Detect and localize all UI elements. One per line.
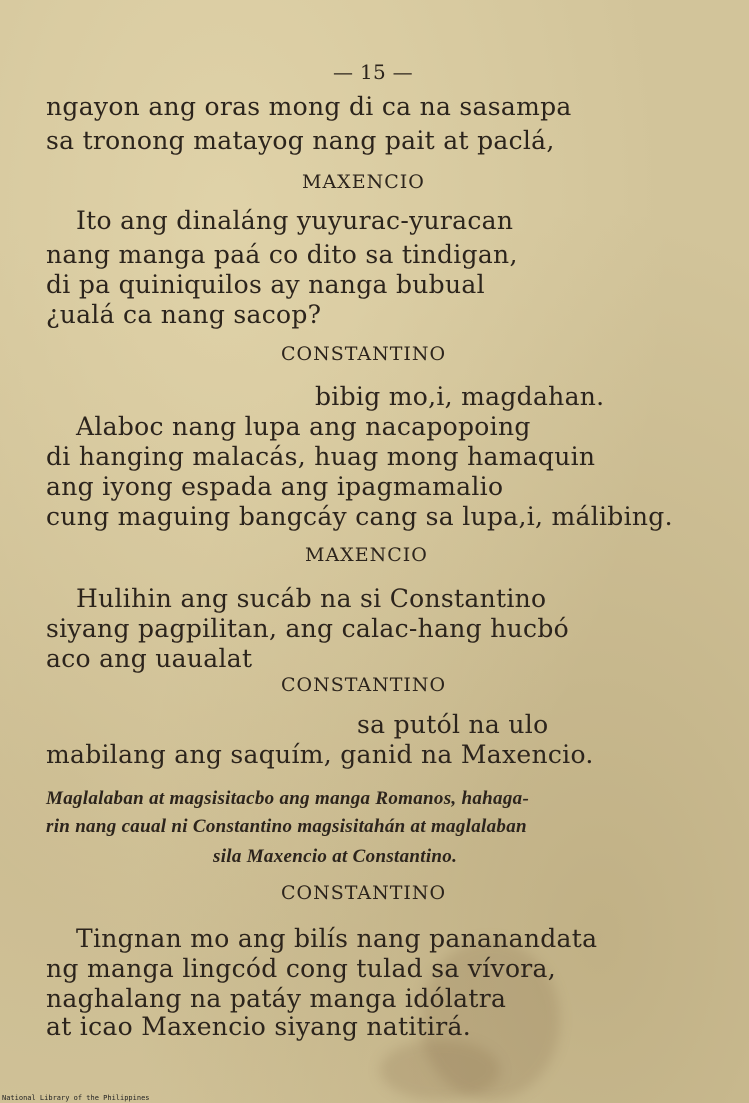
speaker-name: CONSTANTINO: [281, 674, 447, 696]
verse-line: di pa quiniquilos ay nanga bubual: [46, 270, 485, 299]
stage-direction: Maglalaban at magsisitacbo ang manga Romanos, hahaga-: [46, 788, 530, 809]
verse-line: bibig mo,i, magdahan.: [315, 382, 605, 411]
verse-line: ¿ualá ca nang sacop?: [46, 300, 322, 329]
verse-line: Ito ang dinaláng yuyurac-yuracan: [76, 206, 514, 235]
verse-line: aco ang uaualat: [46, 644, 253, 673]
verse-line: mabilang ang saquím, ganid na Maxencio.: [46, 740, 594, 769]
verse-line: sa putól na ulo: [357, 710, 549, 739]
verse-line: ang iyong espada ang ipagmamalio: [46, 472, 504, 501]
speaker-name: MAXENCIO: [302, 171, 425, 193]
verse-line: ng manga lingcód cong tulad sa vívora,: [46, 954, 556, 983]
verse-line: at icao Maxencio siyang natitirá.: [46, 1012, 471, 1041]
stage-direction: rin nang caual ni Constantino magsisitahán at maglalaban: [46, 816, 527, 837]
verse-line: naghalang na patáy manga idólatra: [46, 984, 507, 1013]
verse-line: nang manga paá co dito sa tindigan,: [46, 240, 518, 269]
verse-line: Tingnan mo ang bilís nang pananandata: [76, 924, 598, 953]
paper-stain: [380, 1040, 500, 1100]
page-number: — 15 —: [333, 60, 413, 84]
stage-direction: sila Maxencio at Constantino.: [213, 846, 458, 867]
speaker-name: MAXENCIO: [305, 544, 428, 566]
library-watermark: National Library of the Philippines: [2, 1094, 150, 1102]
speaker-name: CONSTANTINO: [281, 882, 447, 904]
verse-line: Hulihin ang sucáb na si Constantino: [76, 584, 547, 613]
verse-line: Alaboc nang lupa ang nacapopoing: [76, 412, 531, 441]
verse-line: ngayon ang oras mong di ca na sasampa: [46, 92, 572, 121]
speaker-name: CONSTANTINO: [281, 343, 447, 365]
verse-line: sa tronong matayog nang pait at paclá,: [46, 126, 555, 155]
verse-line: di hanging malacás, huag mong hamaquin: [46, 442, 596, 471]
verse-line: siyang pagpilitan, ang calac-hang hucbó: [46, 614, 569, 643]
verse-line: cung maguing bangcáy cang sa lupa,i, málibing.: [46, 502, 673, 531]
